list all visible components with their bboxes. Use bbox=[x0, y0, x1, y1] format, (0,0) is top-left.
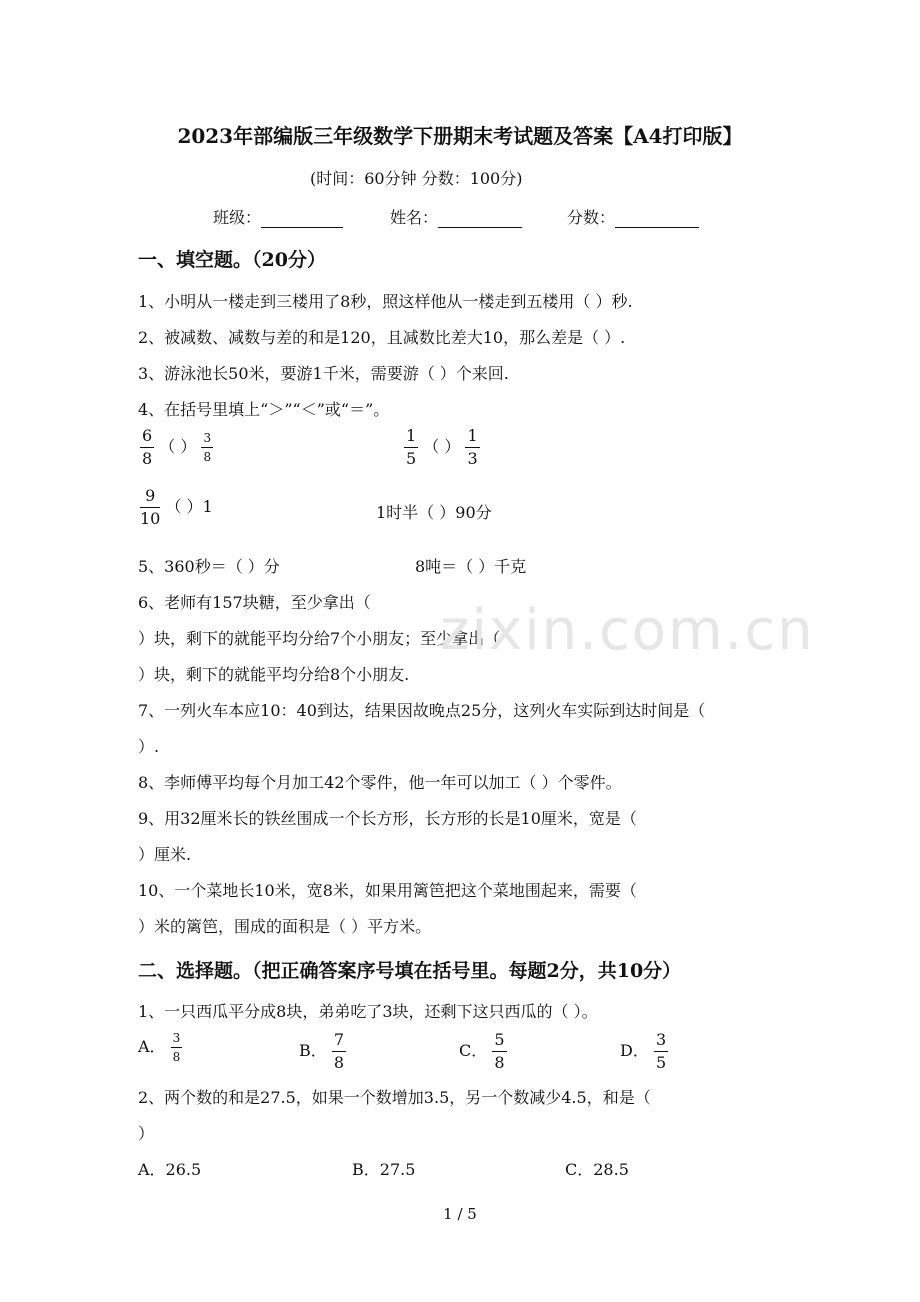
s1-q7-line2: ）. bbox=[138, 737, 160, 756]
fraction: $\frac{9}{10}$ bbox=[140, 486, 161, 528]
s2-q1: 1、一只西瓜平分成8块，弟弟吃了3块，还剩下这只西瓜的（ ）。 bbox=[138, 1002, 598, 1021]
score-field bbox=[567, 205, 699, 228]
class-field bbox=[213, 205, 343, 228]
s1-q6-line2: ）块，剩下的就能平均分给7个小朋友；至少拿出（ bbox=[138, 629, 501, 648]
class-blank bbox=[261, 209, 343, 228]
s1-q4-item-b bbox=[404, 428, 480, 467]
s2-q2-option-b: B．27.5 bbox=[352, 1160, 416, 1179]
s1-q4-item-c bbox=[140, 488, 213, 527]
s1-q5b: 8吨＝（ ）千克 bbox=[415, 557, 527, 576]
option-label: D． bbox=[620, 1041, 649, 1060]
name-field bbox=[390, 205, 522, 228]
name-blank bbox=[438, 209, 522, 228]
s1-q1: 1、小明从一楼走到三楼用了8秒，照这样他从一楼走到五楼用（ ）秒. bbox=[138, 292, 633, 311]
s2-q2-line2: ） bbox=[138, 1124, 155, 1143]
name-label: 姓名： bbox=[390, 208, 439, 227]
s1-q4-item-a bbox=[140, 428, 213, 467]
fraction: $\frac{1}{3}$ bbox=[467, 426, 478, 468]
s1-q7-line1: 7、一列火车本应10：40到达，结果因故晚点25分，这列火车实际到达时间是（ bbox=[138, 701, 706, 720]
section2-heading: 二、选择题。（把正确答案序号填在括号里。每题2分，共10分） bbox=[138, 960, 682, 982]
document-title: 2023年部编版三年级数学下册期末考试题及答案【A4打印版】 bbox=[177, 124, 743, 148]
fraction: $\frac{6}{8}$ bbox=[142, 426, 153, 468]
exam-subtitle: (时间：60分钟 分数：100分) bbox=[310, 169, 523, 188]
answer-paren: （ ） bbox=[159, 437, 197, 456]
s2-q1-option-a bbox=[138, 1032, 182, 1063]
fraction: $\frac{5}{8}$ bbox=[494, 1030, 505, 1072]
s1-q8: 8、李师傅平均每个月加工42个零件，他一年可以加工（ ）个零件。 bbox=[138, 773, 622, 792]
fraction: $\frac{3}{8}$ bbox=[172, 1031, 181, 1064]
s1-q4: 4、在括号里填上“＞”“＜”或“＝”。 bbox=[138, 400, 390, 419]
s1-q2: 2、被减数、减数与差的和是120，且减数比差大10，那么差是（ ）. bbox=[138, 328, 626, 347]
s1-q9-line1: 9、用32厘米长的铁丝围成一个长方形，长方形的长是10厘米，宽是（ bbox=[138, 809, 637, 828]
fraction: $\frac{3}{8}$ bbox=[203, 431, 212, 464]
s1-q6-line1: 6、老师有157块糖，至少拿出（ bbox=[138, 593, 371, 612]
option-label: B． bbox=[299, 1041, 327, 1060]
s2-q2-option-a: A．26.5 bbox=[138, 1160, 202, 1179]
answer-paren: （ ） bbox=[423, 437, 461, 456]
s1-q5a: 5、360秒＝（ ）分 bbox=[138, 557, 280, 576]
watermark-text: zixin.com.cn bbox=[440, 598, 815, 663]
s2-q2-line1: 2、两个数的和是27.5，如果一个数增加3.5，另一个数减少4.5，和是（ bbox=[138, 1088, 651, 1107]
section1-heading: 一、填空题。（20分） bbox=[138, 249, 326, 271]
s1-q10-line2: ）米的篱笆，围成的面积是（ ）平方米。 bbox=[138, 917, 432, 936]
s2-q1-option-d bbox=[620, 1032, 668, 1071]
score-label: 分数： bbox=[567, 208, 616, 227]
fraction: $\frac{7}{8}$ bbox=[333, 1030, 345, 1072]
class-label: 班级： bbox=[213, 208, 262, 227]
s1-q9-line2: ）厘米. bbox=[138, 845, 192, 864]
s2-q1-option-b bbox=[299, 1032, 346, 1071]
fraction: $\frac{1}{5}$ bbox=[406, 426, 417, 468]
s1-q3: 3、游泳池长50米，要游1千米，需要游（ ）个来回. bbox=[138, 364, 509, 383]
s1-q10-line1: 10、一个菜地长10米，宽8米，如果用篱笆把这个菜地围起来，需要（ bbox=[138, 881, 637, 900]
s2-q1-option-c bbox=[459, 1032, 507, 1071]
page-number: 1 / 5 bbox=[443, 1205, 477, 1223]
s1-q4-item-d: 1时半（ ）90分 bbox=[376, 503, 492, 522]
option-label: A． bbox=[138, 1037, 166, 1056]
option-label: C． bbox=[459, 1041, 488, 1060]
fraction: $\frac{3}{5}$ bbox=[655, 1030, 667, 1072]
answer-paren: （ ）1 bbox=[165, 497, 213, 516]
s2-q2-option-c: C．28.5 bbox=[565, 1160, 629, 1179]
score-blank bbox=[615, 209, 699, 228]
s1-q6-line3: ）块，剩下的就能平均分给8个小朋友. bbox=[138, 665, 410, 684]
